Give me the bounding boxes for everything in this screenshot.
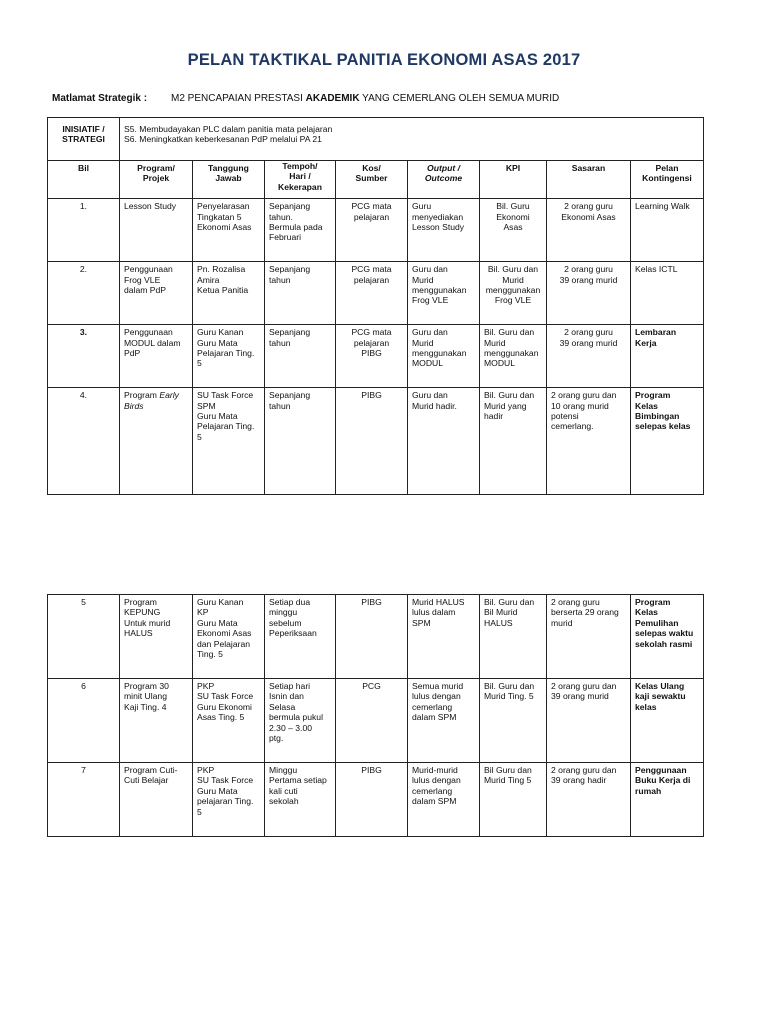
table-row — [48, 325, 704, 388]
cell-kos: PCG mata pelajaran PIBG — [336, 325, 408, 388]
cell-pelan: Penggunaan Buku Kerja di rumah — [631, 763, 704, 837]
table-row — [48, 262, 704, 325]
cell-bil: 1. — [48, 199, 120, 262]
cell-output: Murid HALUS lulus dalam SPM — [408, 595, 480, 679]
cell-kos: PCG mata pelajaran — [336, 199, 408, 262]
cell-output: Guru dan Murid menggunakan Frog VLE — [408, 262, 480, 325]
program-italic: Early Birds — [124, 390, 179, 411]
cell-bil: 2. — [48, 262, 120, 325]
cell-bil: 6 — [48, 679, 120, 763]
cell-pelan: Program Kelas Bimbingan selepas kelas — [631, 388, 704, 495]
cell-program: Penggunaan Frog VLE dalam PdP — [120, 262, 193, 325]
cell-sasaran: 2 orang guru berserta 29 orang murid — [547, 595, 631, 679]
header-output: Output / Outcome — [408, 161, 480, 199]
cell-tanggung-jawab: PKP SU Task Force Guru Mata pelajaran Ting. 5 — [193, 763, 265, 837]
header-tanggung-jawab: Tanggung Jawab — [193, 161, 265, 199]
cell-output: Guru menyediakan Lesson Study — [408, 199, 480, 262]
inisiatif-line2: S6. Meningkatkan keberkesanan PdP melalui PA 21 — [124, 134, 322, 145]
cell-kos: PIBG — [336, 388, 408, 495]
inisiatif-label-line2: STRATEGI — [62, 134, 105, 145]
matlamat-label: Matlamat Strategik : — [52, 93, 148, 104]
cell-output: Guru dan Murid hadir. — [408, 388, 480, 495]
matlamat-value — [171, 93, 559, 104]
table-row — [48, 199, 704, 262]
header-kos: Kos/ Sumber — [336, 161, 408, 199]
cell-kpi: Bil. Guru dan Murid menggunakan MODUL — [480, 325, 547, 388]
cell-tanggung-jawab: SU Task Force SPM Guru Mata Pelajaran Ting. 5 — [193, 388, 265, 495]
page-title: PELAN TAKTIKAL PANITIA EKONOMI ASAS 2017 — [187, 51, 581, 69]
cell-tempoh: Sepanjang tahun — [265, 325, 336, 388]
cell-kpi: Bil. Guru dan Murid yang hadir — [480, 388, 547, 495]
header-sasaran: Sasaran — [547, 161, 631, 199]
cell-kpi: Bil. Guru Ekonomi Asas — [480, 199, 547, 262]
matlamat-value-bold: AKADEMIK — [305, 93, 360, 104]
cell-kpi: Bil. Guru dan Murid Ting. 5 — [480, 679, 547, 763]
cell-bil: 4. — [48, 388, 120, 495]
cell-tempoh: Minggu Pertama setiap kali cuti sekolah — [265, 763, 336, 837]
matlamat-value-part1: M2 PENCAPAIAN PRESTASI — [171, 93, 306, 104]
cell-sasaran: 2 orang guru dan 39 orang hadir — [547, 763, 631, 837]
cell-program: Lesson Study — [120, 199, 193, 262]
cell-tempoh: Sepanjang tahun — [265, 262, 336, 325]
header-kpi: KPI — [480, 161, 547, 199]
cell-tanggung-jawab: Guru Kanan Guru Mata Pelajaran Ting. 5 — [193, 325, 265, 388]
table-row — [48, 763, 704, 837]
cell-sasaran: 2 orang guru 39 orang murid — [547, 262, 631, 325]
cell-output: Guru dan Murid menggunakan MODUL — [408, 325, 480, 388]
header-bil: Bil — [48, 161, 120, 199]
cell-tempoh: Sepanjang tahun. Bermula pada Februari — [265, 199, 336, 262]
plan-table-2 — [47, 594, 704, 837]
cell-kpi: Bil. Guru dan Bil Murid HALUS — [480, 595, 547, 679]
header-pelan: Pelan Kontingensi — [631, 161, 704, 199]
cell-output: Semua murid lulus dengan cemerlang dalam SPM — [408, 679, 480, 763]
cell-tanggung-jawab: PKP SU Task Force Guru Ekonomi Asas Ting. 5 — [193, 679, 265, 763]
cell-sasaran: 2 orang guru 39 orang murid — [547, 325, 631, 388]
plan-table-1 — [47, 117, 704, 495]
cell-program: Penggunaan MODUL dalam PdP — [120, 325, 193, 388]
table-row — [48, 679, 704, 763]
cell-kos: PCG — [336, 679, 408, 763]
cell-tanggung-jawab: Pn. Rozalisa Amira Ketua Panitia — [193, 262, 265, 325]
cell-tanggung-jawab: Penyelarasan Tingkatan 5 Ekonomi Asas — [193, 199, 265, 262]
matlamat-strategik — [52, 93, 560, 104]
cell-bil: 3. — [48, 325, 120, 388]
inisiatif-row — [48, 118, 704, 161]
cell-kos: PIBG — [336, 595, 408, 679]
cell-tanggung-jawab: Guru Kanan KP Guru Mata Ekonomi Asas dan Pelajaran Ting. 5 — [193, 595, 265, 679]
cell-kos: PIBG — [336, 763, 408, 837]
cell-program: Program 30 minit Ulang Kaji Ting. 4 — [120, 679, 193, 763]
cell-bil: 7 — [48, 763, 120, 837]
matlamat-value-part2: YANG CEMERLANG OLEH SEMUA MURID — [359, 93, 560, 104]
inisiatif-label-line1: INISIATIF / — [62, 124, 105, 134]
cell-kpi: Bil Guru dan Murid Ting 5 — [480, 763, 547, 837]
cell-program: Program Cuti- Cuti Belajar — [120, 763, 193, 837]
header-tempoh: Tempoh/ Hari / Kekerapan — [265, 161, 336, 199]
inisiatif-line1: S5. Membudayakan PLC dalam panitia mata pelajaran — [124, 124, 333, 134]
cell-tempoh: Setiap dua minggu sebelum Peperiksaan — [265, 595, 336, 679]
header-program: Program/ Projek — [120, 161, 193, 199]
cell-tempoh: Sepanjang tahun — [265, 388, 336, 495]
cell-pelan: Kelas ICTL — [631, 262, 704, 325]
cell-program: Program KEPUNG Untuk murid HALUS — [120, 595, 193, 679]
cell-kpi: Bil. Guru dan Murid menggunakan Frog VLE — [480, 262, 547, 325]
cell-tempoh: Setiap hari Isnin dan Selasa bermula pukul 2.30 – 3.00 ptg. — [265, 679, 336, 763]
cell-pelan: Lembaran Kerja — [631, 325, 704, 388]
table-row — [48, 388, 704, 495]
cell-kos: PCG mata pelajaran — [336, 262, 408, 325]
program-prefix: Program — [124, 390, 160, 401]
cell-sasaran: 2 orang guru Ekonomi Asas — [547, 199, 631, 262]
cell-program — [120, 388, 193, 495]
cell-bil: 5 — [48, 595, 120, 679]
table-row — [48, 595, 704, 679]
inisiatif-label — [48, 118, 120, 161]
inisiatif-text — [120, 118, 704, 161]
cell-sasaran: 2 orang guru dan 10 orang murid potensi cemerlang. — [547, 388, 631, 495]
cell-pelan: Learning Walk — [631, 199, 704, 262]
cell-pelan: Kelas Ulang kaji sewaktu kelas — [631, 679, 704, 763]
cell-sasaran: 2 orang guru dan 39 orang murid — [547, 679, 631, 763]
cell-pelan: Program Kelas Pemulihan selepas waktu sekolah rasmi — [631, 595, 704, 679]
header-row — [48, 161, 704, 199]
cell-output: Murid-murid lulus dengan cemerlang dalam SPM — [408, 763, 480, 837]
